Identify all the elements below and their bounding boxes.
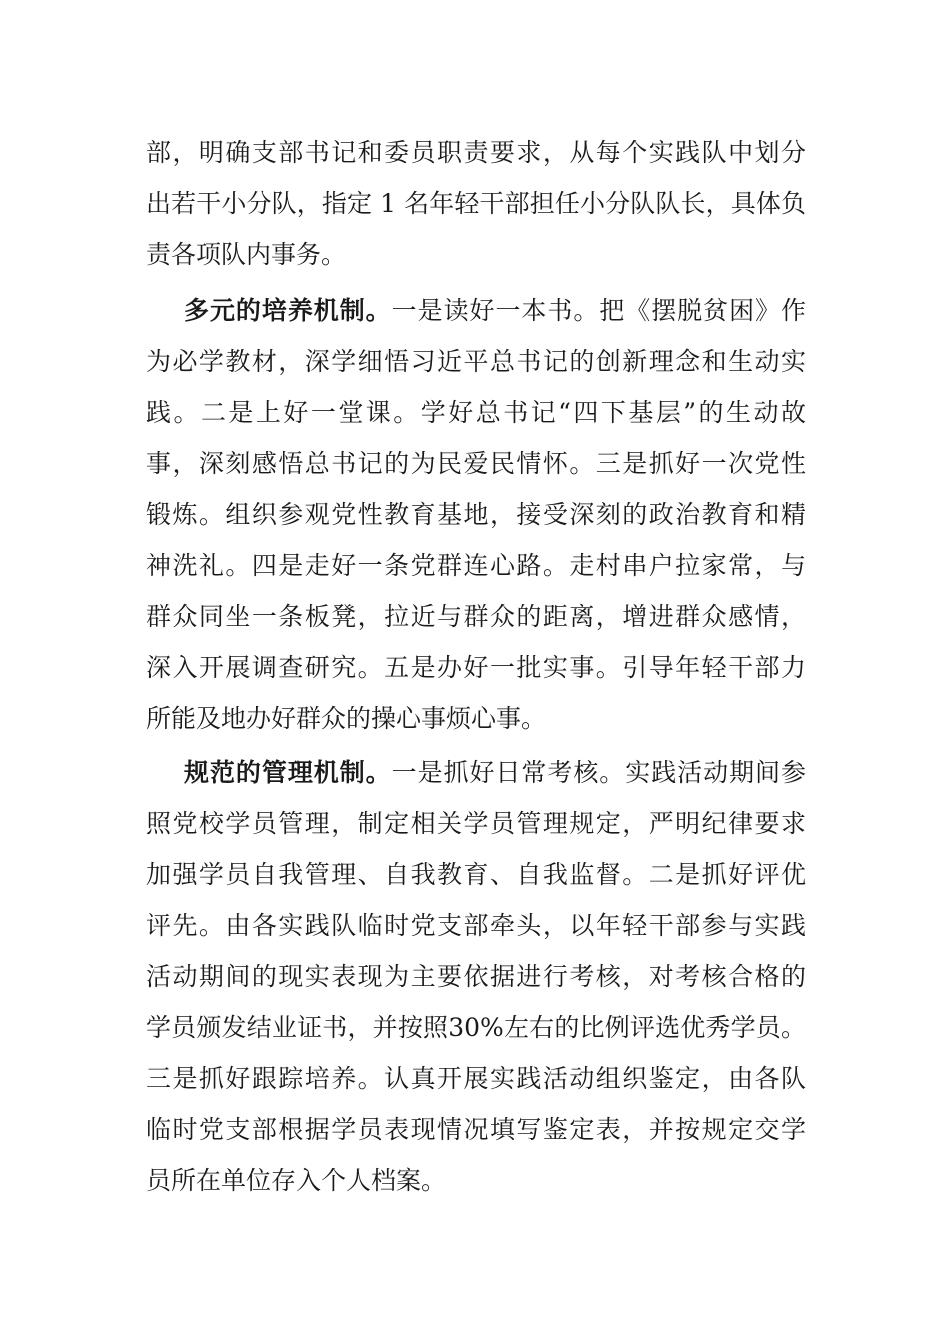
text-line: 加强学员自我管理、自我教育、自我监督。二是抓好评优 xyxy=(146,860,806,889)
text-line: 深入开展调查研究。五是办好一批实事。引导年轻干部力 xyxy=(146,653,806,682)
text-line: 为必学教材，深学细悟习近平总书记的创新理念和生动实 xyxy=(146,347,806,376)
text-line: 员所在单位存入个人档案。 xyxy=(146,1166,447,1195)
text-line: 践。二是上好一堂课。学好总书记“四下基层”的生动故 xyxy=(146,398,806,427)
paragraph-management-mechanism xyxy=(146,747,806,1206)
text-line: 群众同坐一条板凳，拉近与群众的距离，增进群众感情， xyxy=(146,602,806,631)
text-line: 照党校学员管理，制定相关学员管理规定，严明纪律要求 xyxy=(146,809,806,838)
text-line: 责各项队内事务。 xyxy=(146,240,347,269)
text-line: 出若干小分队，指定 1 名年轻干部担任小分队队长，具体负 xyxy=(146,189,806,218)
text-run: 一是读好一本书。把《摆脱贫困》作 xyxy=(391,296,806,325)
paragraph-heading: 多元的培养机制。 xyxy=(184,296,392,325)
text-line xyxy=(146,747,806,798)
text-line: 评先。由各实践队临时党支部牵头，以年轻干部参与实践 xyxy=(146,911,806,940)
text-line xyxy=(146,285,806,336)
text-line: 学员颁发结业证书，并按照30%左右的比例评选优秀学员。 xyxy=(146,1013,806,1042)
text-line: 三是抓好跟踪培养。认真开展实践活动组织鉴定，由各队 xyxy=(146,1064,806,1093)
text-line: 事，深刻感悟总书记的为民爱民情怀。三是抓好一次党性 xyxy=(146,449,806,478)
text-line: 临时党支部根据学员表现情况填写鉴定表，并按规定交学 xyxy=(146,1115,806,1144)
text-line: 活动期间的现实表现为主要依据进行考核，对考核合格的 xyxy=(146,962,806,991)
paragraph-org-continued xyxy=(146,127,806,280)
text-run: 一是抓好日常考核。实践活动期间参 xyxy=(391,758,806,787)
text-line: 部，明确支部书记和委员职责要求，从每个实践队中划分 xyxy=(146,138,806,167)
paragraph-heading: 规范的管理机制。 xyxy=(184,758,392,787)
text-line: 锻炼。组织参观党性教育基地，接受深刻的政治教育和精 xyxy=(146,500,806,529)
text-line: 所能及地办好群众的操心事烦心事。 xyxy=(146,704,547,733)
paragraph-training-mechanism xyxy=(146,285,806,744)
text-line: 神洗礼。四是走好一条党群连心路。走村串户拉家常，与 xyxy=(146,551,806,580)
